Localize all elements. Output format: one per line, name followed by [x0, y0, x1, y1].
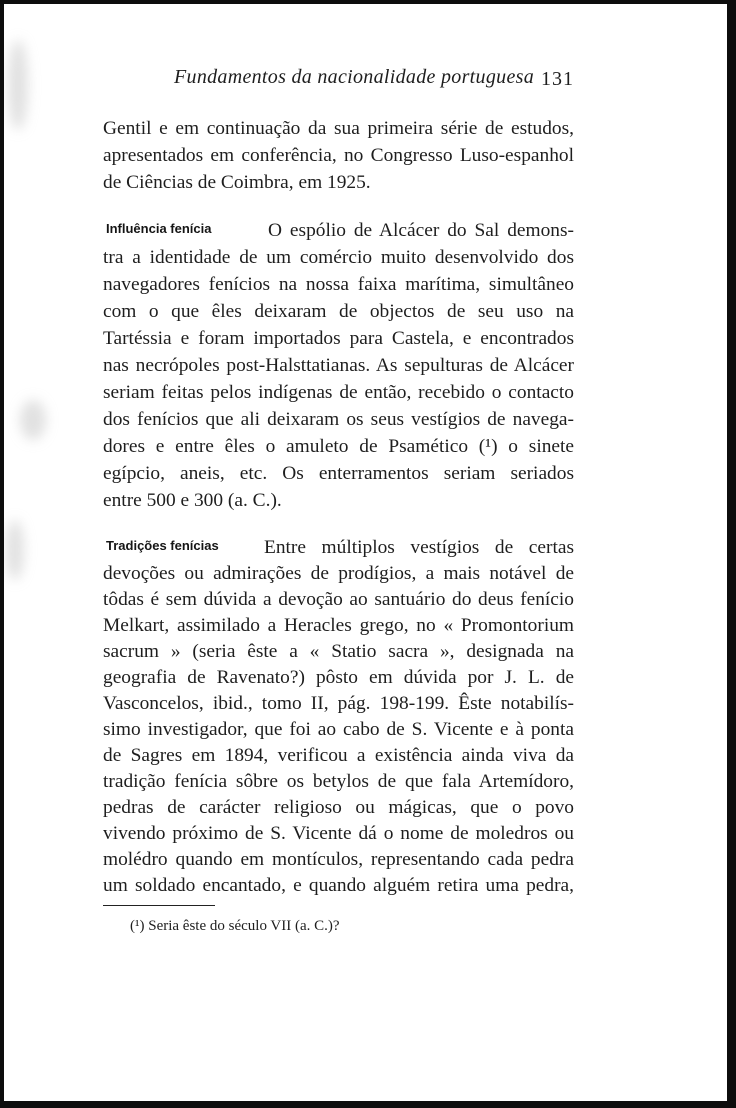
text-line: vivendo próximo de S. Vicente dá o nome de moledros ou	[103, 823, 574, 844]
text-line: com o que êles deixaram de objectos de seu uso na	[103, 301, 574, 322]
text-line: apresentados em conferência, no Congresso Luso-espanhol	[103, 145, 574, 166]
text-line: pedras de carácter religioso ou mágicas, que o povo	[103, 797, 574, 818]
text-line: simo investigador, que foi ao cabo de S. Vicente e à ponta	[103, 719, 574, 740]
text-line: egípcio, aneis, etc. Os enterramentos seriam seriados	[103, 463, 574, 484]
page-header	[100, 64, 576, 94]
text-line: devoções ou admirações de prodígios, a mais notável de	[103, 563, 574, 584]
sidenote-influencia-fenicia: Influência fenícia	[106, 221, 212, 236]
footnote: (¹) Seria êste do século VII (a. C.)?	[130, 918, 340, 934]
text-line: entre 500 e 300 (a. C.).	[103, 490, 282, 511]
page-number: 131	[541, 68, 574, 90]
text-line: nas necrópoles post-Halsttatianas. As sepulturas de Alcácer	[103, 355, 574, 376]
text-line: O espólio de Alcácer do Sal demons-	[268, 220, 574, 241]
running-title: Fundamentos da nacionalidade portuguesa	[174, 66, 535, 88]
text-line: tôdas é sem dúvida a devoção ao santuário do deus fenício	[103, 589, 574, 610]
text-line: Tartéssia e foram importados para Castela, e encontrados	[103, 328, 574, 349]
text-line: de Ciências de Coimbra, em 1925.	[103, 172, 371, 193]
text-line: Melkart, assimilado a Heracles grego, no « Promontorium	[103, 615, 574, 636]
text-line: navegadores fenícios na nossa faixa marítima, simultâneo	[103, 274, 574, 295]
sidenote-tradicoes-fenicias: Tradições fenícias	[106, 538, 219, 553]
text-line: molédro quando em montículos, representando cada pedra	[103, 849, 574, 870]
page-smudge	[6, 520, 24, 580]
page-smudge	[20, 400, 46, 440]
text-line: seriam feitas pelos indígenas de então, recebido o contacto	[103, 382, 574, 403]
text-line: tradição fenícia sôbre os betylos de que fala Artemídoro,	[103, 771, 574, 792]
text-line: Vasconcelos, ibid., tomo II, pág. 198-199. Êste notabilís-	[103, 693, 574, 714]
text-line: dos fenícios que ali deixaram os seus vestígios de navega-	[103, 409, 574, 430]
footnote-rule	[103, 905, 215, 906]
text-line: dores e entre êles o amuleto de Psamético (¹) o sinete	[103, 436, 574, 457]
text-line: um soldado encantado, e quando alguém retira uma pedra,	[103, 875, 574, 896]
text-line: sacrum » (seria êste a « Statio sacra », designada na	[103, 641, 574, 662]
page-smudge	[8, 40, 28, 130]
text-line: Gentil e em continuação da sua primeira série de estudos,	[103, 118, 574, 139]
text-line: geografia de Ravenato?) pôsto em dúvida por J. L. de	[103, 667, 574, 688]
text-line: Entre múltiplos vestígios de certas	[264, 537, 574, 558]
text-line: tra a identidade de um comércio muito desenvolvido dos	[103, 247, 574, 268]
text-line: de Sagres em 1894, verificou a existência ainda viva da	[103, 745, 574, 766]
